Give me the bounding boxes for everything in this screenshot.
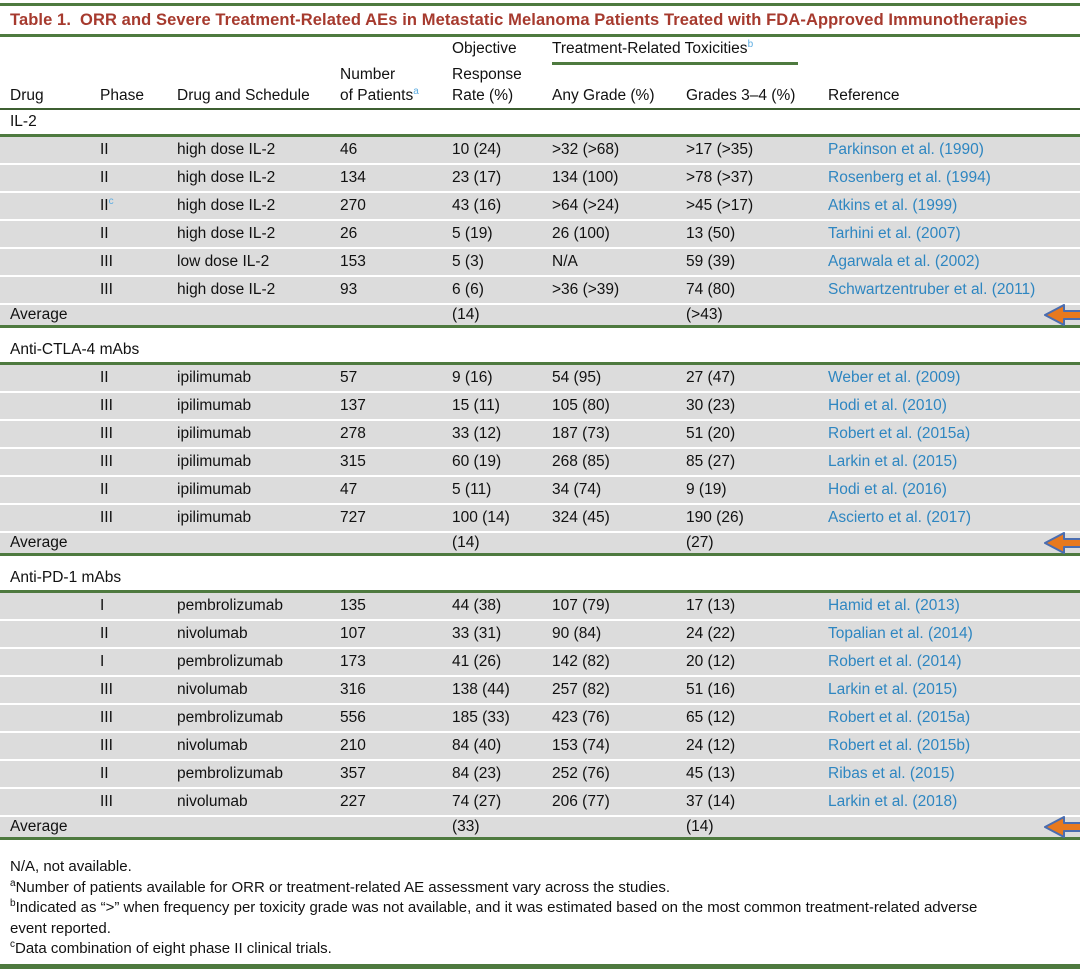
footnote-b-marker: b xyxy=(10,898,16,909)
grades-3-4-cell: 37 (14) xyxy=(686,793,736,810)
schedule-cell: ipilimumab xyxy=(177,425,252,442)
header-orr-line3: Rate (%) xyxy=(452,87,514,104)
reference-link[interactable]: Ribas et al. (2015) xyxy=(828,765,955,782)
table-row xyxy=(0,761,1080,787)
grades-3-4-cell: 65 (12) xyxy=(686,709,736,726)
phase-cell: $II^c$ xyxy=(100,195,114,214)
reference-link[interactable]: Hodi et al. (2016) xyxy=(828,481,947,498)
patients-cell: 46 xyxy=(340,141,358,158)
average-grades-3-4-cell: (>43) xyxy=(686,306,723,323)
table-row xyxy=(0,505,1080,531)
section-header xyxy=(0,338,1080,362)
patients-cell: 727 xyxy=(340,509,366,526)
phase-cell: III xyxy=(100,453,113,470)
reference-link[interactable]: Larkin et al. (2015) xyxy=(828,681,958,698)
phase-cell: III xyxy=(100,737,113,754)
any-grade-cell: 423 (76) xyxy=(552,709,610,726)
header-drug: Drug xyxy=(10,87,44,104)
schedule-cell: nivolumab xyxy=(177,681,248,698)
orr-cell: 44 (38) xyxy=(452,597,502,614)
grades-3-4-cell: >17 (>35) xyxy=(686,141,754,158)
patients-cell: 278 xyxy=(340,425,366,442)
reference-link[interactable]: Ascierto et al. (2017) xyxy=(828,509,972,526)
grades-3-4-cell: 30 (23) xyxy=(686,397,736,414)
grades-3-4-cell: 85 (27) xyxy=(686,453,736,470)
orr-cell: 5 (3) xyxy=(452,253,484,270)
grades-3-4-cell: 74 (80) xyxy=(686,281,736,298)
reference-link[interactable]: Tarhini et al. (2007) xyxy=(828,225,961,242)
patients-cell: 315 xyxy=(340,453,366,470)
table-row xyxy=(0,193,1080,219)
header-phase: Phase xyxy=(100,87,144,104)
orr-cell: 84 (23) xyxy=(452,765,502,782)
patients-cell: 227 xyxy=(340,793,366,810)
orr-cell: 84 (40) xyxy=(452,737,502,754)
table-section xyxy=(0,566,1080,840)
any-grade-cell: >64 (>24) xyxy=(552,197,620,214)
orr-cell: 10 (24) xyxy=(452,141,502,158)
orr-cell: 43 (16) xyxy=(452,197,502,214)
header-reference: Reference xyxy=(828,87,900,104)
phase-cell: III xyxy=(100,709,113,726)
table-row xyxy=(0,649,1080,675)
table-row xyxy=(0,165,1080,191)
bottom-divider xyxy=(0,964,1080,969)
average-grades-3-4-cell: (14) xyxy=(686,818,714,835)
grades-3-4-cell: 51 (20) xyxy=(686,425,736,442)
orr-cell: 23 (17) xyxy=(452,169,502,186)
table-row xyxy=(0,677,1080,703)
footnote-c-marker: c xyxy=(10,939,15,950)
reference-link[interactable]: Schwartzentruber et al. (2011) xyxy=(828,281,1036,298)
phase-cell: III xyxy=(100,397,113,414)
phase-cell: I xyxy=(100,653,105,670)
schedule-cell: high dose IL-2 xyxy=(177,169,276,186)
patients-cell: 137 xyxy=(340,397,366,414)
table-row xyxy=(0,733,1080,759)
phase-cell: III xyxy=(100,793,113,810)
average-label: Average xyxy=(10,534,68,551)
footnote-a: $^a$Number of patients available for ORR or treatment-related AE assessment vary across the studies. xyxy=(10,877,671,896)
table-row xyxy=(0,249,1080,275)
reference-link[interactable]: Rosenberg et al. (1994) xyxy=(828,169,991,186)
table-row xyxy=(0,621,1080,647)
average-orr-cell: (14) xyxy=(452,534,480,551)
header-any-grade: Any Grade (%) xyxy=(552,87,655,104)
phase-cell: III xyxy=(100,253,113,270)
any-grade-cell: 187 (73) xyxy=(552,425,610,442)
schedule-cell: pembrolizumab xyxy=(177,597,283,614)
average-row xyxy=(0,305,1080,325)
patients-cell: 93 xyxy=(340,281,358,298)
left-arrow-icon xyxy=(1044,816,1080,838)
patients-cell: 57 xyxy=(340,369,358,386)
any-grade-cell: 142 (82) xyxy=(552,653,610,670)
grades-3-4-cell: 9 (19) xyxy=(686,481,727,498)
section-bottom-divider xyxy=(0,325,1080,328)
orr-cell: 5 (19) xyxy=(452,225,493,242)
schedule-cell: ipilimumab xyxy=(177,481,252,498)
patients-cell: 47 xyxy=(340,481,358,498)
reference-link[interactable]: Robert et al. (2015a) xyxy=(828,709,971,726)
reference-link[interactable]: Hamid et al. (2013) xyxy=(828,597,960,614)
phase-cell: III xyxy=(100,681,113,698)
reference-link[interactable]: Larkin et al. (2018) xyxy=(828,793,958,810)
schedule-cell: ipilimumab xyxy=(177,509,252,526)
table-row xyxy=(0,137,1080,163)
schedule-cell: nivolumab xyxy=(177,793,248,810)
any-grade-cell: 252 (76) xyxy=(552,765,610,782)
patients-cell: 270 xyxy=(340,197,366,214)
grades-3-4-cell: 20 (12) xyxy=(686,653,736,670)
any-grade-cell: 134 (100) xyxy=(552,169,619,186)
left-arrow-icon xyxy=(1044,304,1080,326)
any-grade-cell: N/A xyxy=(552,253,578,270)
schedule-cell: high dose IL-2 xyxy=(177,197,276,214)
schedule-cell: ipilimumab xyxy=(177,369,252,386)
patients-cell: 316 xyxy=(340,681,366,698)
grades-3-4-cell: 17 (13) xyxy=(686,597,736,614)
table-row xyxy=(0,365,1080,391)
grades-3-4-cell: 13 (50) xyxy=(686,225,736,242)
phase-cell: II xyxy=(100,141,109,158)
reference-link[interactable]: Robert et al. (2015b) xyxy=(828,737,971,754)
patients-superscript: a xyxy=(413,85,419,97)
toxicities-superscript: b xyxy=(747,38,754,50)
table-row xyxy=(0,477,1080,503)
reference-link[interactable]: Topalian et al. (2014) xyxy=(828,625,973,642)
phase-superscript: c xyxy=(108,195,114,207)
average-label: Average xyxy=(10,818,68,835)
reference-link[interactable]: Robert et al. (2015a) xyxy=(828,425,971,442)
table-title xyxy=(0,6,1080,34)
schedule-cell: ipilimumab xyxy=(177,397,252,414)
orr-cell: 9 (16) xyxy=(452,369,493,386)
schedule-cell: nivolumab xyxy=(177,625,248,642)
grades-3-4-cell: 190 (26) xyxy=(686,509,744,526)
table-body xyxy=(0,110,1080,840)
table-number-label: Table 1. xyxy=(10,11,72,29)
orr-cell: 6 (6) xyxy=(452,281,484,298)
reference-link[interactable]: Weber et al. (2009) xyxy=(828,369,961,386)
any-grade-cell: 257 (82) xyxy=(552,681,610,698)
any-grade-cell: 107 (79) xyxy=(552,597,610,614)
header-orr-line2: Response xyxy=(452,66,522,83)
schedule-cell: high dose IL-2 xyxy=(177,281,276,298)
any-grade-cell: 26 (100) xyxy=(552,225,610,242)
patients-cell: 107 xyxy=(340,625,366,642)
footnote-b: $^b$Indicated as “>” when frequency per toxicity grade was not available, and it was estimated based on the most common treatment-related adverse event reported. xyxy=(10,898,978,937)
table-row xyxy=(0,221,1080,247)
any-grade-cell: 268 (85) xyxy=(552,453,610,470)
patients-cell: 153 xyxy=(340,253,366,270)
table-title-text: ORR and Severe Treatment-Related AEs in Metastatic Melanoma Patients Treated with FDA-Approved Immunotherapies xyxy=(80,11,1028,29)
phase-cell: II xyxy=(100,625,109,642)
schedule-cell: pembrolizumab xyxy=(177,653,283,670)
table-row xyxy=(0,421,1080,447)
any-grade-cell: >36 (>39) xyxy=(552,281,620,298)
reference-link[interactable]: Atkins et al. (1999) xyxy=(828,197,958,214)
column-headers xyxy=(0,37,1080,108)
orr-cell: 100 (14) xyxy=(452,509,510,526)
phase-cell: III xyxy=(100,281,113,298)
section-bottom-divider xyxy=(0,837,1080,840)
phase-cell: II xyxy=(100,169,109,186)
average-grades-3-4-cell: (27) xyxy=(686,534,714,551)
grades-3-4-cell: >45 (>17) xyxy=(686,197,754,214)
header-grades-3-4: Grades 3–4 (%) xyxy=(686,87,796,104)
reference-link[interactable]: Hodi et al. (2010) xyxy=(828,397,947,414)
grades-3-4-cell: 51 (16) xyxy=(686,681,736,698)
phase-cell: II xyxy=(100,481,109,498)
phase-cell: II xyxy=(100,765,109,782)
grades-3-4-cell: >78 (>37) xyxy=(686,169,754,186)
any-grade-cell: >32 (>68) xyxy=(552,141,620,158)
phase-cell: II xyxy=(100,225,109,242)
any-grade-cell: 90 (84) xyxy=(552,625,602,642)
schedule-cell: nivolumab xyxy=(177,737,248,754)
grades-3-4-cell: 59 (39) xyxy=(686,253,736,270)
schedule-cell: pembrolizumab xyxy=(177,709,283,726)
reference-link[interactable]: Robert et al. (2014) xyxy=(828,653,962,670)
any-grade-cell: 34 (74) xyxy=(552,481,602,498)
average-orr-cell: (14) xyxy=(452,306,480,323)
average-row xyxy=(0,533,1080,553)
grades-3-4-cell: 45 (13) xyxy=(686,765,736,782)
grades-3-4-cell: 24 (22) xyxy=(686,625,736,642)
any-grade-cell: 105 (80) xyxy=(552,397,610,414)
orr-cell: 33 (31) xyxy=(452,625,502,642)
phase-cell: I xyxy=(100,597,105,614)
phase-cell: III xyxy=(100,509,113,526)
orr-cell: 41 (26) xyxy=(452,653,502,670)
average-label: Average xyxy=(10,306,68,323)
footnote-a-marker: a xyxy=(10,877,16,889)
patients-cell: 357 xyxy=(340,765,366,782)
section-header-label: Anti-CTLA-4 mAbs xyxy=(10,341,140,358)
orr-cell: 15 (11) xyxy=(452,397,500,414)
header-orr-line1: Objective xyxy=(452,40,517,57)
orr-cell: 74 (27) xyxy=(452,793,502,810)
any-grade-cell: 206 (77) xyxy=(552,793,610,810)
section-header xyxy=(0,566,1080,590)
schedule-cell: high dose IL-2 xyxy=(177,141,276,158)
patients-cell: 556 xyxy=(340,709,366,726)
section-header-label: IL-2 xyxy=(10,113,37,130)
average-orr-cell: (33) xyxy=(452,818,480,835)
orr-cell: 5 (11) xyxy=(452,481,492,498)
table-row xyxy=(0,593,1080,619)
footnotes xyxy=(0,850,1080,960)
header-schedule: Drug and Schedule xyxy=(177,87,310,104)
schedule-cell: low dose IL-2 xyxy=(177,253,270,270)
reference-link[interactable]: Agarwala et al. (2002) xyxy=(828,253,980,270)
table-section xyxy=(0,338,1080,556)
reference-link[interactable]: Larkin et al. (2015) xyxy=(828,453,958,470)
patients-cell: 135 xyxy=(340,597,366,614)
left-arrow-icon xyxy=(1044,532,1080,554)
reference-link[interactable]: Parkinson et al. (1990) xyxy=(828,141,984,158)
patients-cell: 173 xyxy=(340,653,366,670)
header-toxicities-group: Treatment-Related Toxicities$^b$ xyxy=(552,40,1080,65)
section-bottom-divider xyxy=(0,553,1080,556)
table-row xyxy=(0,277,1080,303)
paper-table xyxy=(0,3,1080,969)
header-patients-line1: Number xyxy=(340,66,396,83)
table-row xyxy=(0,705,1080,731)
patients-cell: 26 xyxy=(340,225,358,242)
table-row xyxy=(0,393,1080,419)
schedule-cell: ipilimumab xyxy=(177,453,252,470)
phase-cell: III xyxy=(100,425,113,442)
any-grade-cell: 153 (74) xyxy=(552,737,610,754)
grades-3-4-cell: 24 (12) xyxy=(686,737,736,754)
average-row xyxy=(0,817,1080,837)
table-row xyxy=(0,789,1080,815)
grades-3-4-cell: 27 (47) xyxy=(686,369,736,386)
header-patients-line2: of Patients$^a$ xyxy=(340,85,419,104)
orr-cell: 185 (33) xyxy=(452,709,510,726)
footnote-c: $^c$Data combination of eight phase II clinical trials. xyxy=(10,939,332,957)
orr-cell: 138 (44) xyxy=(452,681,510,698)
orr-cell: 60 (19) xyxy=(452,453,502,470)
orr-cell: 33 (12) xyxy=(452,425,502,442)
any-grade-cell: 324 (45) xyxy=(552,509,610,526)
footnote-na: N/A, not available. xyxy=(10,858,132,875)
section-header xyxy=(0,110,1080,134)
schedule-cell: high dose IL-2 xyxy=(177,225,276,242)
schedule-cell: pembrolizumab xyxy=(177,765,283,782)
any-grade-cell: 54 (95) xyxy=(552,369,602,386)
table-section xyxy=(0,110,1080,328)
section-header-label: Anti-PD-1 mAbs xyxy=(10,569,122,586)
phase-cell: II xyxy=(100,369,109,386)
patients-cell: 210 xyxy=(340,737,366,754)
patients-cell: 134 xyxy=(340,169,366,186)
table-row xyxy=(0,449,1080,475)
